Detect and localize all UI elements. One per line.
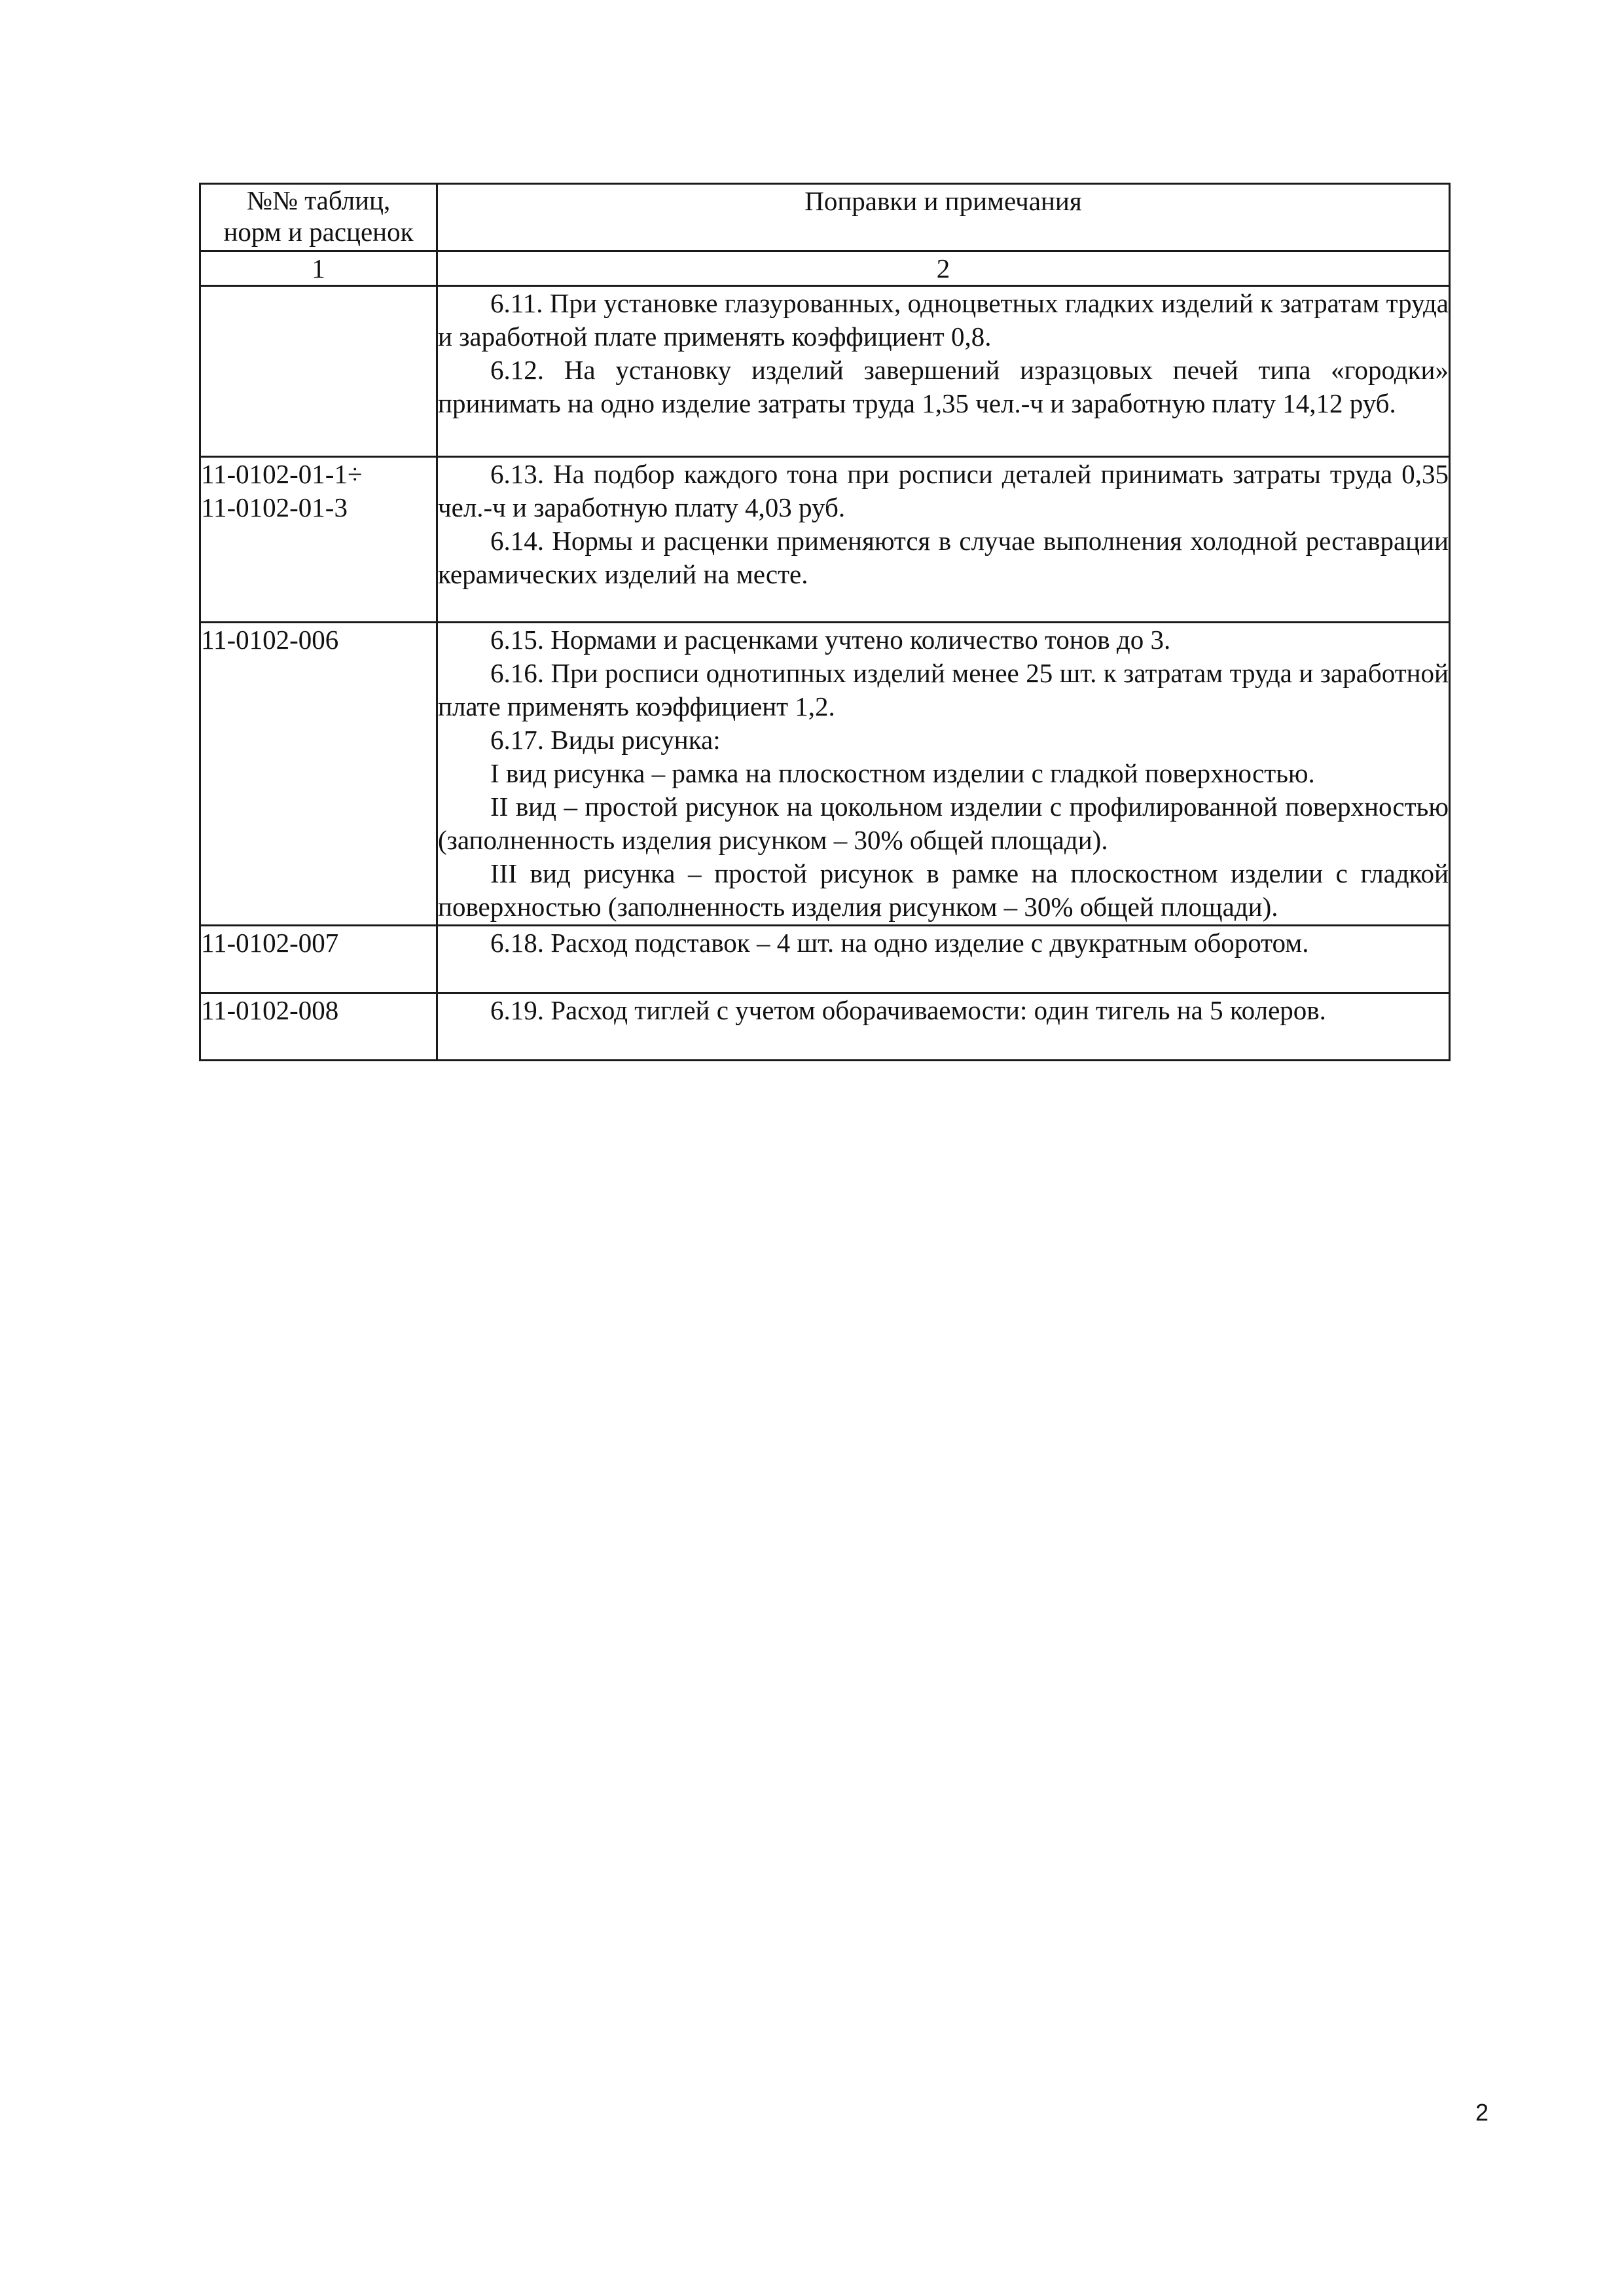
row-code-cell xyxy=(200,286,437,457)
table-row xyxy=(200,286,1450,457)
row-code: 11-0102-007 xyxy=(201,928,339,958)
note-paragraph: 6.15. Нормами и расценками учтено количество тонов до 3. xyxy=(490,625,1171,655)
row-code-cell xyxy=(200,926,437,993)
table-header-row xyxy=(200,184,1450,251)
note-paragraph: 6.14. Нормы и расценки применяются в случае выполнения холодной реставрации керамических изделий на месте. xyxy=(438,526,1449,589)
row-notes-cell xyxy=(437,286,1450,457)
row-code: 11-0102-01-3 xyxy=(201,492,348,522)
row-code-cell xyxy=(200,623,437,926)
table-row xyxy=(200,993,1450,1061)
note-paragraph: II вид – простой рисунок на цокольном изделии с профилированной поверхностью (заполненность изделия рисунком – 30% общей площади). xyxy=(438,792,1449,855)
header-col-tables-line1: №№ таблиц, xyxy=(246,185,391,215)
note-paragraph: 6.11. При установке глазурованных, одноцветных гладких изделий к затратам труда и заработной плате применять коэффициент 0,8. xyxy=(438,288,1449,352)
note-paragraph: 6.12. На установку изделий завершений изразцовых печей типа «городки» принимать на одно изделие затраты труда 1,35 чел.-ч и заработную плату 14,12 руб. xyxy=(438,355,1449,418)
note-paragraph: 6.17. Виды рисунка: xyxy=(490,725,721,755)
note-paragraph: I вид рисунка – рамка на плоскостном изделии с гладкой поверхностью. xyxy=(490,758,1315,788)
table-row xyxy=(200,623,1450,926)
note-paragraph: 6.18. Расход подставок – 4 шт. на одно изделие с двукратным оборотом. xyxy=(490,928,1309,958)
table-row xyxy=(200,457,1450,623)
row-code: 11-0102-008 xyxy=(201,995,339,1025)
note-paragraph: 6.16. При росписи однотипных изделий менее 25 шт. к затратам труда и заработной плате применять коэффициент 1,2. xyxy=(438,658,1449,721)
column-number-row xyxy=(200,251,1450,286)
row-code-cell xyxy=(200,457,437,623)
row-code: 11-0102-006 xyxy=(201,625,339,655)
note-paragraph: 6.13. На подбор каждого тона при росписи деталей принимать затраты труда 0,35 чел.-ч и заработную плату 4,03 руб. xyxy=(438,459,1449,522)
column-number-1: 1 xyxy=(200,251,437,286)
row-notes-cell xyxy=(437,623,1450,926)
header-col-tables-line2: норм и расценок xyxy=(223,217,414,247)
notes-table xyxy=(199,183,1451,1061)
page-number: 2 xyxy=(1475,2099,1489,2126)
table-row xyxy=(200,926,1450,993)
note-paragraph: 6.19. Расход тиглей с учетом оборачиваемости: один тигель на 5 колеров. xyxy=(490,995,1326,1025)
header-col-notes: Поправки и примечания xyxy=(437,184,1450,251)
note-paragraph: III вид рисунка – простой рисунок в рамке на плоскостном изделии с гладкой поверхностью (заполненность изделия рисунком – 30% общей площади). xyxy=(438,858,1449,922)
header-col-tables xyxy=(200,184,437,251)
row-notes-cell xyxy=(437,993,1450,1061)
row-code-cell xyxy=(200,993,437,1061)
row-notes-cell xyxy=(437,926,1450,993)
row-code: 11-0102-01-1÷ xyxy=(201,459,363,489)
row-notes-cell xyxy=(437,457,1450,623)
column-number-2: 2 xyxy=(437,251,1450,286)
